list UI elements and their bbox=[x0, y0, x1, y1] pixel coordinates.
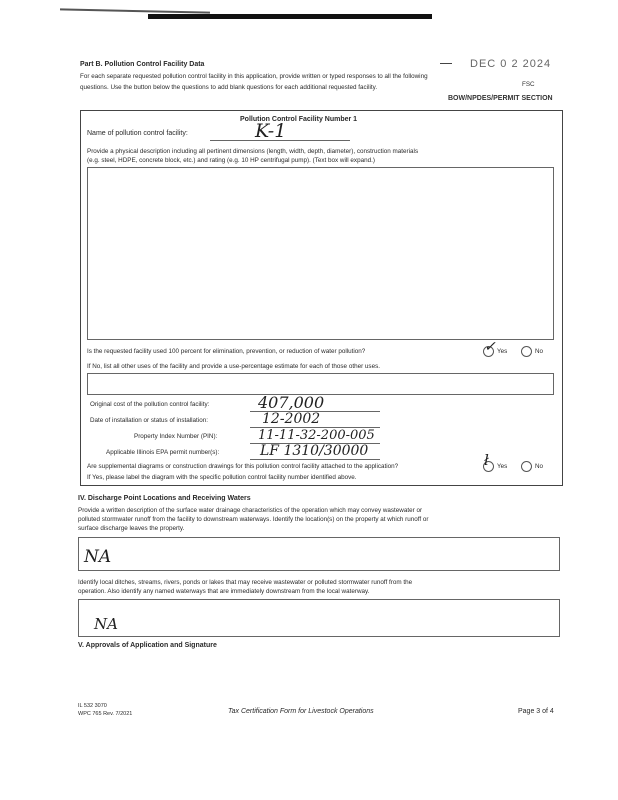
use-yes-checkmark: ✓ bbox=[484, 339, 496, 355]
supp-no-radio[interactable] bbox=[521, 461, 532, 472]
part-b-title: Part B. Pollution Control Facility Data bbox=[80, 61, 205, 68]
facility-name-value[interactable]: K-1 bbox=[255, 120, 287, 142]
pin-value[interactable]: 11-11-32-200-005 bbox=[258, 428, 375, 443]
use-question: Is the requested facility used 100 percent for elimination, prevention, or reduction of water pollution? bbox=[87, 348, 366, 355]
use-no-option[interactable] bbox=[521, 346, 543, 357]
facility-name-label: Name of pollution control facility: bbox=[87, 130, 188, 137]
part-b-intro-line2: questions. Use the button below the questions to add blank questions for each additional requested facility. bbox=[80, 84, 378, 91]
other-uses-textbox[interactable] bbox=[87, 373, 554, 395]
drainage-description-value[interactable]: NA bbox=[84, 547, 112, 567]
section-v-title: V. Approvals of Application and Signature bbox=[78, 642, 217, 649]
permit-label: Applicable Illinois EPA permit number(s): bbox=[106, 449, 220, 456]
supp-no-option[interactable] bbox=[521, 461, 543, 472]
receiving-waters-value[interactable]: NA bbox=[94, 615, 118, 633]
facility-header: Pollution Control Facility Number 1 bbox=[240, 116, 358, 123]
supp-yes-mark: ł bbox=[484, 451, 489, 469]
cost-label: Original cost of the pollution control facility: bbox=[90, 401, 210, 408]
identify-waters-line1: Identify local ditches, streams, rivers, ponds or lakes that may receive wastewater or polluted stormwater runoff from the bbox=[78, 579, 413, 586]
pin-label: Property Index Number (PIN): bbox=[134, 433, 218, 440]
scan-artifact-bar bbox=[148, 14, 432, 19]
use-no-label: No bbox=[535, 347, 544, 355]
if-yes-instruction: If Yes, please label the diagram with the specific pollution control facility number identified above. bbox=[87, 474, 357, 481]
use-no-radio[interactable] bbox=[521, 346, 532, 357]
receiving-waters-textbox[interactable] bbox=[78, 599, 560, 637]
received-stamp-dept: FSC bbox=[522, 81, 535, 88]
use-yes-label: Yes bbox=[497, 347, 508, 355]
footer-form-title: Tax Certification Form for Livestock Operations bbox=[228, 708, 374, 715]
section-iv-desc-line1: Provide a written description of the surface water drainage characteristics of the operation which may convey wastewater or bbox=[78, 507, 423, 514]
identify-waters-line2: operation. Also identify any named waterways that are immediately downstream from the local waterway. bbox=[78, 588, 370, 595]
drainage-description-textbox[interactable] bbox=[78, 537, 560, 571]
footer-page-number: Page 3 of 4 bbox=[518, 708, 554, 715]
description-textbox[interactable] bbox=[87, 167, 554, 340]
permit-value[interactable]: LF 1310/30000 bbox=[260, 443, 369, 459]
cost-value[interactable]: 407,000 bbox=[258, 393, 325, 412]
date-value[interactable]: 12-2002 bbox=[262, 411, 321, 427]
date-label: Date of installation or status of installation: bbox=[90, 417, 208, 424]
scan-artifact-mark bbox=[440, 63, 452, 64]
supplemental-question: Are supplemental diagrams or construction drawings for this pollution control facility attached to the application? bbox=[87, 463, 399, 470]
description-label-line2: (e.g. steel, HDPE, concrete block, etc.) and rating (e.g. 10 HP centrifugal pump). (Text box will expand.) bbox=[87, 157, 375, 164]
section-iv-title: IV. Discharge Point Locations and Receiving Waters bbox=[78, 495, 251, 502]
section-iv-desc-line2: polluted stormwater runoff from the facility to downstream waterways. Identify the location(s) on the property at which runoff or bbox=[78, 516, 429, 523]
part-b-intro-line1: For each separate requested pollution control facility in this application, provide written or typed responses to all the following bbox=[80, 73, 428, 80]
supp-yes-label: Yes bbox=[497, 462, 508, 470]
received-stamp-section: BOW/NPDES/PERMIT SECTION bbox=[448, 95, 553, 102]
description-label-line1: Provide a physical description including all pertinent dimensions (length, width, depth, diameter), construction materials bbox=[87, 148, 419, 155]
footer-form-id: IL 532 3070 bbox=[78, 703, 107, 709]
section-iv-desc-line3: surface discharge leaves the property. bbox=[78, 525, 185, 532]
footer-revision: WPC 765 Rev. 7/2021 bbox=[78, 711, 133, 717]
if-no-instruction: If No, list all other uses of the facility and provide a use-percentage estimate for each of those other uses. bbox=[87, 363, 380, 370]
permit-underline bbox=[250, 459, 380, 460]
supp-no-label: No bbox=[535, 462, 544, 470]
scan-artifact-line bbox=[60, 8, 210, 13]
received-stamp-date: DEC 0 2 2024 bbox=[470, 58, 552, 70]
